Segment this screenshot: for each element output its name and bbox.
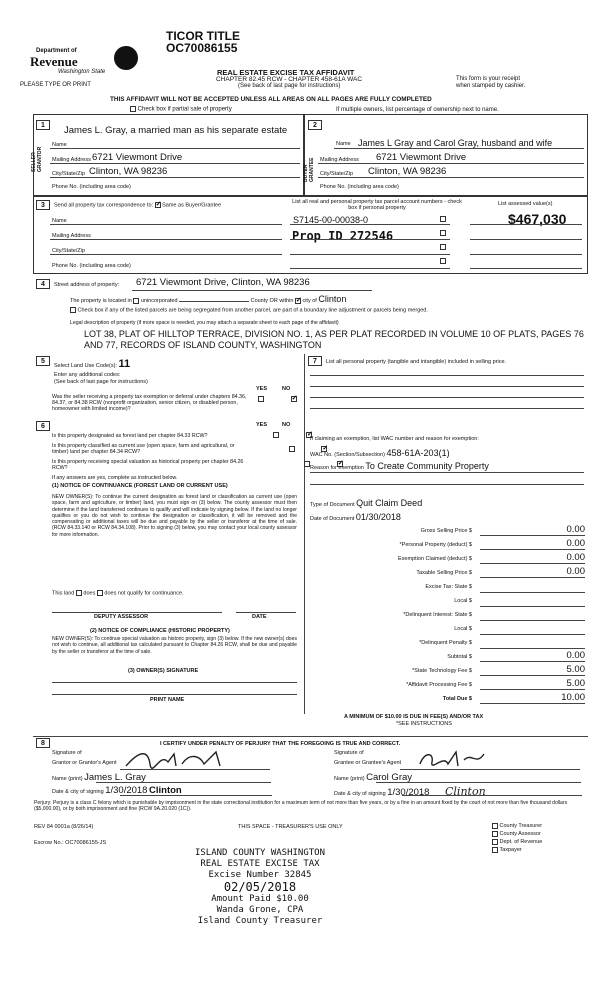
doc-type[interactable]: Quit Claim Deed <box>356 498 423 508</box>
partial-sale-checkbox[interactable] <box>130 106 136 112</box>
reason-row <box>310 461 489 471</box>
grantor-date-label: Date & city of signing <box>52 789 104 795</box>
buyer-mailing-label: Mailing Address <box>320 157 359 163</box>
receipt-note: This form is your receipt <box>456 76 521 82</box>
grantor-signature-label: Signature of <box>52 750 82 756</box>
sec3-mailing-label: Mailing Address <box>52 233 91 239</box>
grantor-signature[interactable] <box>120 748 270 770</box>
buyer-name-label: Name <box>336 141 351 147</box>
multiple-owners-note: If multiple owners, list percentage of ownership next to name. <box>336 107 499 113</box>
fee-label: *Delinquent Penalty $ <box>419 640 472 646</box>
company-title <box>166 30 240 54</box>
fee-value[interactable] <box>480 636 585 649</box>
deputy-assessor-label: DEPUTY ASSESSOR <box>94 614 149 620</box>
buyer-phone-label: Phone No. (including area code) <box>320 184 399 190</box>
grantee-label: Grantee or Grantee's Agent <box>334 760 402 766</box>
partial-sale-label: Check box if partial sale of property <box>137 106 232 113</box>
does-not-label: does not qualify for continuance. <box>104 590 184 597</box>
section-2-number: 2 <box>308 120 322 130</box>
buyer-city[interactable]: Clinton, WA 98236 <box>368 166 447 177</box>
copy-label: County Assessor <box>499 831 541 837</box>
logo-line2: Revenue <box>30 54 78 69</box>
wac-label: WAC No. (Section/Subsection) <box>310 452 385 458</box>
parcel-header: List all real and personal property tax parcel account numbers - check box if personal property <box>292 199 462 211</box>
fee-value[interactable]: 0.00 <box>480 566 585 578</box>
doc-date-row <box>310 512 401 522</box>
partial-sale-row <box>130 106 232 113</box>
personal-prop-checkboxes <box>440 216 446 264</box>
sec6-q1-yes[interactable] <box>273 432 279 438</box>
fee-label: Exemption Claimed (deduct) $ <box>398 556 472 562</box>
same-as-buyer-label: Same as Buyer/Grantee <box>162 202 222 209</box>
sec6-yes-header: YES <box>256 422 268 428</box>
fee-value[interactable]: 0.00 <box>480 538 585 550</box>
instructions-note: (See back of last page for instructions) <box>238 83 341 89</box>
wac-number[interactable]: 458-61A-203(1) <box>386 448 450 458</box>
print-name-label: PRINT NAME <box>150 697 185 703</box>
fee-value[interactable]: 5.00 <box>480 678 585 690</box>
fee-value[interactable]: 5.00 <box>480 664 585 676</box>
legal-label: Legal description of property (if more space is needed, you may attach a separate sheet to each page of the affidavit) <box>70 320 339 326</box>
notice-continuance-text: NEW OWNER(S): To continue the current designation as forest land or classification as current use (open space, farm and agriculture, or timber) land, you must sign on (3) below. The county assessor must then determine if the land transferred continues to qualify and will indicate by signing below. If the land no longer qualifies or you do not wish to continue the designation or classification, it will be removed and the compensating or additional taxes will be due and payable by the seller or transferor at the time of sale. (RCW 84.33.140 or RCW 84.34.108). Prior to signing (3) below, you may contact your local county assessor for more information. <box>52 494 297 538</box>
assessed-value[interactable]: $467,030 <box>508 211 567 227</box>
seller-city-label: City/State/Zip <box>52 171 86 177</box>
doc-type-row <box>310 498 422 508</box>
if-any-note: If any answers are yes, complete as instructed below. <box>52 475 178 481</box>
located-label: The property is located in <box>70 298 132 304</box>
same-as-buyer-checkbox[interactable] <box>155 202 161 208</box>
fee-label: *Delinquent Interest: State $ <box>403 612 472 618</box>
grantee-name[interactable]: Carol Gray <box>366 772 413 783</box>
sec6-question-1: Is this property designated as forest land per chapter 84.33 RCW? <box>52 433 208 439</box>
form-subtitle: CHAPTER 82.45 RCW - CHAPTER 458-61A WAC <box>216 76 363 83</box>
fee-value[interactable]: 0.00 <box>480 524 585 536</box>
escrow-number: Escrow No.: OC70086155-JS <box>34 840 107 846</box>
type-or-print: PLEASE TYPE OR PRINT <box>20 82 91 88</box>
copy-checkbox[interactable] <box>492 847 498 853</box>
stamp-county: ISLAND COUNTY WASHINGTON <box>194 848 326 858</box>
sec5-yes-checkbox[interactable] <box>258 396 264 402</box>
does-not-checkbox[interactable] <box>97 590 103 596</box>
segregated-label: Check box if any of the listed parcels are being segregated from another parcel, are part of a boundary line adjustment or parcels being merged. <box>77 307 428 314</box>
doc-type-label: Type of Document <box>310 502 355 508</box>
copy-label: Taxpayer <box>499 847 522 853</box>
sec3-city-label: City/State/Zip <box>52 248 86 254</box>
fee-value[interactable]: 0.00 <box>480 552 585 564</box>
order-number: OC70086155 <box>166 41 238 55</box>
logo-line1: Department of <box>36 48 77 54</box>
stamp-signer: Wanda Grone, CPA <box>216 905 304 915</box>
grantor-date[interactable]: 1/30/2018 <box>105 785 148 796</box>
street-label: Street address of property: <box>54 282 120 288</box>
personal-prop-checkbox-3[interactable] <box>440 244 446 250</box>
company-name: TICOR TITLE <box>166 29 240 43</box>
personal-prop-checkbox-1[interactable] <box>440 216 446 222</box>
dor-logo <box>28 46 148 80</box>
does-checkbox[interactable] <box>76 590 82 596</box>
section-7-number: 7 <box>308 356 322 366</box>
segregated-checkbox[interactable] <box>70 307 76 313</box>
stamp-excise-number: Excise Number 32845 <box>208 870 312 880</box>
notice-continuance-title: (1) NOTICE OF CONTINUANCE (FOREST LAND OR CURRENT USE) <box>52 483 228 489</box>
city-name[interactable]: Clinton <box>318 294 347 304</box>
perjury-notice: Perjury: Perjury is a class C felony which is punishable by imprisonment in the state correctional institution for a maximum term of not more than five years, or by a fine in an amount fixed by the court of not more than five thousand dollars ($5,000.00), or by both imprisonment and fine (RCW 9A.20.020 (1C)). <box>34 800 568 813</box>
section-5-number: 5 <box>36 356 50 366</box>
additional-codes-label: Enter any additional codes: <box>54 372 121 378</box>
seller-mailing[interactable]: 6721 Viewmont Drive <box>92 152 183 163</box>
personal-prop-checkbox-2[interactable] <box>440 230 446 236</box>
fee-label: Gross Selling Price $ <box>420 528 472 534</box>
exemption-reason[interactable]: To Create Community Property <box>365 461 489 471</box>
sec5-yes-header: YES <box>256 386 268 392</box>
personal-property-label: List all personal property (tangible and intangible) included in selling price. <box>326 359 507 365</box>
personal-prop-checkbox-4[interactable] <box>440 258 446 264</box>
does-label: does <box>83 590 96 597</box>
stamp-tax: REAL ESTATE EXCISE TAX <box>200 859 320 869</box>
grantee-date-row <box>334 785 486 798</box>
sec5-question: Was the seller receiving a property tax exemption or deferral under chapters 84.36, 84.37, or 84.38 RCW (nonprofit organization, senior citizen, or disabled person, homeowner with limited income)? <box>52 394 247 412</box>
prop-id[interactable]: Prop ID 272546 <box>292 229 394 243</box>
unincorporated-checkbox[interactable] <box>133 298 139 304</box>
copy-label: Dept. of Revenue <box>499 839 543 845</box>
notice-compliance-title: (2) NOTICE OF COMPLIANCE (HISTORIC PROPERTY) <box>90 628 230 634</box>
land-use-row <box>54 358 130 370</box>
section-8-number: 8 <box>36 738 50 748</box>
copy-checkbox[interactable] <box>492 839 498 845</box>
minimum-due-note: A MINIMUM OF $10.00 IS DUE IN FEE(S) AND/OR TAX <box>344 714 484 720</box>
sec3-phone-label: Phone No. (including area code) <box>52 263 131 269</box>
unincorporated-label: unincorporated <box>140 298 178 304</box>
treasurer-stamp <box>150 848 370 927</box>
fee-value[interactable]: 10.00 <box>480 692 585 704</box>
seller-name[interactable]: James L. Gray, a married man as his separate estate <box>64 125 288 136</box>
fee-label: Subtotal $ <box>447 654 472 660</box>
reason-label: Reason for exemption <box>310 465 364 471</box>
grantee-date[interactable]: 1/30/2018 <box>387 787 430 798</box>
grantor-signature-scribble <box>120 748 270 770</box>
fee-value[interactable] <box>480 594 585 607</box>
fee-label: Excise Tax: State $ <box>425 584 472 590</box>
city-of-label: city of <box>302 298 317 304</box>
seller-phone-label: Phone No. (including area code) <box>52 184 131 190</box>
sec3-name-label: Name <box>52 218 67 224</box>
land-use-label: Select Land Use Code(s): <box>54 363 117 369</box>
grantee-signature-scribble <box>400 748 580 770</box>
sec5-no-checkbox[interactable] <box>291 396 297 402</box>
doc-date[interactable]: 01/30/2018 <box>355 512 401 522</box>
fee-label: Taxable Selling Price $ <box>416 570 472 576</box>
grantee-city[interactable]: Clinton <box>445 785 486 798</box>
this-land-row <box>52 590 184 596</box>
grantor-name-label: Name (print) <box>52 776 83 782</box>
send-correspondence-label: Send all property tax correspondence to: <box>54 202 154 209</box>
copy-distribution <box>492 822 542 854</box>
send-correspondence <box>54 202 221 208</box>
fee-value[interactable] <box>480 622 585 635</box>
fee-label: *Personal Property (deduct) $ <box>399 542 472 548</box>
revision-code: REV 84 0001a (8/26/14) <box>34 824 94 830</box>
copy-label: County Treasurer <box>499 823 543 829</box>
section-3-number: 3 <box>36 200 50 210</box>
seller-side-label: SELLER GRANTOR <box>31 146 43 172</box>
see-back-note: (See back of last page for instructions) <box>54 379 148 385</box>
section-6-number: 6 <box>36 421 50 431</box>
buyer-mailing[interactable]: 6721 Viewmont Drive <box>376 152 467 163</box>
legal-description[interactable]: LOT 38, PLAT OF HILLTOP TERRACE, DIVISION NO. 1, AS PER PLAT RECORDED IN VOLUME 10 OF PLATS, PAGES 76 AND 77, RECORDS OF ISLAND COUNTY, WASHINGTON <box>84 329 584 350</box>
exemption-label: If claiming an exemption, list WAC number and reason for exemption: <box>310 436 479 442</box>
stamp-amount: Amount Paid $10.00 <box>211 894 309 904</box>
grantor-name[interactable]: James L. Gray <box>84 772 146 783</box>
certify-statement: I CERTIFY UNDER PENALTY OF PERJURY THAT THE FOREGOING IS TRUE AND CORRECT. <box>160 741 401 747</box>
logo-icon <box>114 46 138 70</box>
doc-date-label: Date of Document <box>310 516 355 522</box>
seller-name-label: Name <box>52 142 67 148</box>
fee-value[interactable] <box>480 608 585 621</box>
sec6-q2-yes[interactable] <box>289 446 295 452</box>
stamp-date: 02/05/2018 <box>223 880 297 894</box>
fee-label: *Affidavit Processing Fee $ <box>406 682 472 688</box>
location-row <box>70 294 346 304</box>
stamp-title: Island County Treasurer <box>197 916 323 926</box>
owner-signature-label: (3) OWNER(S) SIGNATURE <box>128 668 199 674</box>
treasurer-use-note: THIS SPACE - TREASURER'S USE ONLY <box>238 824 343 830</box>
form-title: REAL ESTATE EXCISE TAX AFFIDAVIT <box>217 68 355 77</box>
sec6-question-3: Is this property receiving special valuation as historical property per chapter 84.26 RCW? <box>52 459 244 471</box>
fee-value[interactable]: 0.00 <box>480 650 585 662</box>
deputy-date-label: DATE <box>252 614 267 620</box>
grantee-signature-label: Signature of <box>334 750 364 756</box>
fee-label: Total Due $ <box>442 696 472 702</box>
sec5-no-header: NO <box>282 386 291 392</box>
this-land-label: This land <box>52 590 75 597</box>
fee-label: *State Technology Fee $ <box>412 668 472 674</box>
street-address[interactable]: 6721 Viewmont Drive, Clinton, WA 98236 <box>136 277 310 288</box>
warning-banner: THIS AFFIDAVIT WILL NOT BE ACCEPTED UNLESS ALL AREAS ON ALL PAGES ARE FULLY COMPLETED <box>110 96 432 103</box>
assessed-header: List assessed value(s) <box>498 201 553 207</box>
sec6-no-header: NO <box>282 422 291 428</box>
seller-city[interactable]: Clinton, WA 98236 <box>89 166 168 177</box>
section-1-number: 1 <box>36 120 50 130</box>
buyer-name[interactable]: James L Gray and Carol Gray, husband and wife <box>358 138 553 148</box>
buyer-side-label: BUYER GRANTEE <box>303 157 315 182</box>
wac-row <box>310 448 450 458</box>
grantee-date-label: Date & city of signing <box>334 791 386 797</box>
grantor-label: Grantor or Grantor's Agent <box>52 760 117 766</box>
grantor-city[interactable]: Clinton <box>149 785 182 796</box>
fee-value[interactable] <box>480 580 585 593</box>
land-use-code[interactable]: 11 <box>118 358 131 370</box>
parcel-number[interactable]: S7145-00-00038-0 <box>293 215 369 225</box>
city-checkbox[interactable] <box>295 298 301 304</box>
segregated-row <box>70 307 428 313</box>
county-label: County OR within <box>250 298 294 304</box>
logo-line3: Washington State <box>58 69 106 75</box>
fee-label: Local $ <box>454 598 472 604</box>
fee-label: Local $ <box>454 626 472 632</box>
copy-checkbox[interactable] <box>492 823 498 829</box>
see-instructions-note: *SEE INSTRUCTIONS <box>396 721 452 727</box>
grantee-signature[interactable] <box>400 748 580 770</box>
sec6-question-2: Is this property classified as current use (open space, farm and agricultural, or timber) land per chapter 84.34 RCW? <box>52 443 235 455</box>
section-4-number: 4 <box>36 279 50 289</box>
receipt-note-2: when stamped by cashier. <box>456 83 526 89</box>
notice-compliance-text: NEW OWNER(S): To continue special valuation as historic property, sign (3) below. If the new owner(s) does not wish to continue, all additional tax calculated pursuant to Chapter 84.26 RCW, shall be due and payable by the seller or transferor at the time of sale. <box>52 636 297 655</box>
grantee-name-label: Name (print) <box>334 776 365 782</box>
seller-mailing-label: Mailing Address <box>52 157 91 163</box>
buyer-city-label: City/State/Zip <box>320 171 354 177</box>
copy-checkbox[interactable] <box>492 831 498 837</box>
